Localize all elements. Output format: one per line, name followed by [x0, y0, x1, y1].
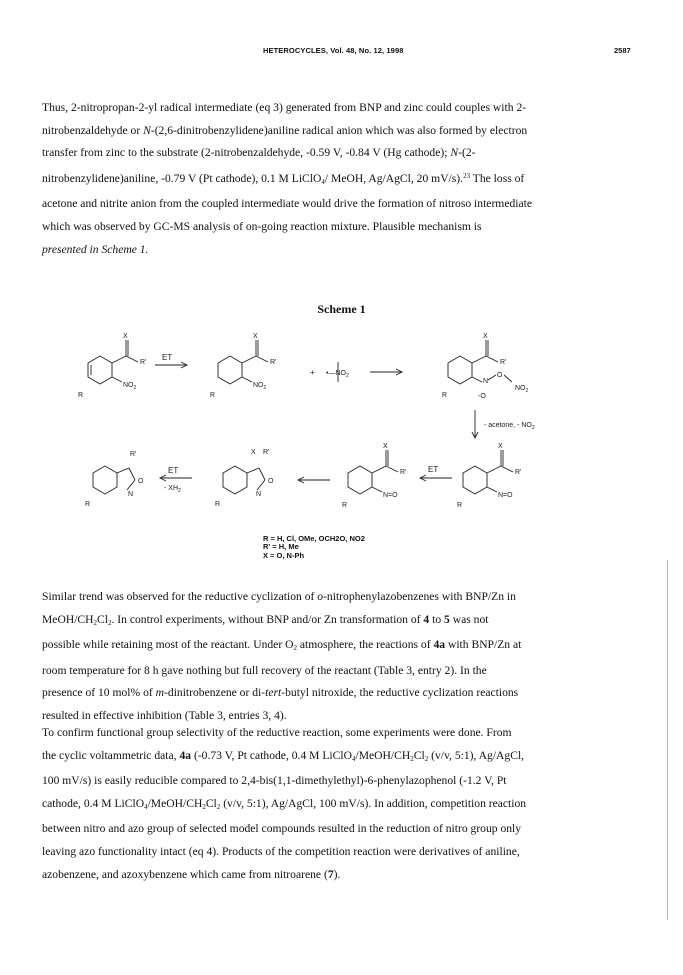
text-line: MeOH/$CH_2Cl_2$. In control experiments, without BNP and/or Zn transformation of 4 to 5 was not [42, 612, 489, 627]
label-x: X [383, 443, 388, 450]
label-r-prime: R' [515, 469, 522, 476]
nitropropyl-radical: $•—NO_2$ [326, 370, 349, 379]
text-line: the cyclic voltammetric data, 4a (-0.73 V, Pt cathode, 0.4 M $LiClO_4/MeOH/CH_2Cl_2$ (v/v, 5:1), Ag/AgCl, [42, 748, 525, 763]
label-et-3: ET [428, 465, 439, 474]
text-line: cathode, 0.4 M $LiClO_4/MeOH/CH_2Cl_2$ (v/v, 5:1), Ag/AgCl, 100 mV/s). In addition, competition reaction [42, 796, 527, 811]
label-r: R [342, 502, 348, 509]
text-line: nitrobenzaldehyde or N-(2,6-dinitrobenzylidene)aniline radical anion which was also formed by electron [42, 123, 528, 137]
text-line: To confirm functional group selectivity of the reductive reaction, some experiments were done. From [42, 726, 512, 739]
label-no2: $NO_2$ [515, 385, 529, 394]
text-line: possible while retaining most of the reactant. Under $O_2$ atmosphere, the reactions of 4a with BNP/Zn at [42, 638, 522, 653]
scheme-title: Scheme 1 [317, 302, 366, 316]
text-line: which was observed by GC-MS analysis of on-going reaction mixture. Plausible mechanism is [42, 219, 482, 233]
text-line: presence of 10 mol% of m-dinitrobenzene or di-tert-butyl nitroxide, the reductive cyclization reactions [42, 686, 519, 700]
text-line: azobenzene, and azoxybenzene which came from nitroarene (7). [42, 867, 341, 881]
structure-nitroso-anion [348, 450, 398, 494]
label-x: X [498, 443, 503, 450]
text-line: 100 mV/s) is easily reducible compared to 2,4-bis(1,1-dimethylethyl)-6-phenylazophenol (-1.2 V, Pt [42, 774, 507, 788]
text-line: Similar trend was observed for the reductive cyclization of o-nitrophenylazobenzenes with BNP/Zn in [42, 590, 516, 603]
legend-r: R = H, Cl, OMe, OCH2O, NO2 [263, 534, 365, 543]
label-r-prime: R' [263, 449, 270, 456]
structure-cyclized [223, 466, 265, 494]
elimination-label: - $XH_2$ [164, 485, 181, 494]
label-n: N [256, 491, 262, 498]
paragraph-control-experiments [42, 586, 645, 728]
label-n: N [483, 378, 489, 385]
label-no2-anion: $NO_2$ [253, 382, 267, 391]
structure-benzisoxazole [93, 466, 135, 494]
label-no2: $NO_2$ [123, 382, 137, 391]
text-line: room temperature for 8 h gave nothing but full recovery of the reactant (Table 3, entry 2). In the [42, 663, 487, 677]
structure-nitroarene [88, 340, 138, 384]
label-no: N=O [383, 492, 398, 499]
label-et-1: ET [162, 353, 173, 362]
label-et-2: ET [168, 466, 179, 475]
label-minus-o: -O [478, 393, 486, 400]
label-r: R [78, 392, 84, 399]
text-line: nitrobenzylidene)aniline, -0.79 V (Pt cathode), 0.1 M LiClO$_4$/ MeOH, Ag/AgCl, 20 mV/s).$^{23}$ The loss of [42, 171, 525, 186]
label-o: O [138, 478, 144, 485]
label-r: R [215, 501, 221, 508]
text-line: resulted in effective inhibition (Table 3, entries 3, 4). [42, 708, 287, 722]
label-r: R [210, 392, 216, 399]
label-x: X [251, 449, 256, 456]
text-line: transfer from zinc to the substrate (2-nitrobenzaldehyde, -0.59 V, -0.84 V (Hg cathode); N-(2- [42, 146, 476, 160]
label-o: O [268, 478, 274, 485]
legend-x: X = O, N-Ph [263, 550, 305, 560]
label-r-prime: R' [130, 451, 137, 458]
text-line: Thus, 2-nitropropan-2-yl radical intermediate (eq 3) generated from BNP and zinc could couples with 2- [42, 101, 527, 114]
text-line: acetone and nitrite anion from the coupled intermediate would drive the formation of nitroso intermediate [42, 197, 532, 211]
reaction-scheme [60, 330, 620, 530]
label-r-prime: R' [500, 359, 507, 366]
label-r-prime: R' [400, 469, 407, 476]
legend-r-prime: R' = H, Me [263, 542, 299, 552]
label-o: O [497, 372, 503, 379]
reference-marker: 23 [463, 171, 471, 180]
margin-rule [667, 560, 668, 920]
side-condition: - acetone, - $NO_2$ [484, 422, 535, 431]
plus-sign: + [310, 368, 315, 377]
paragraph-mechanism [42, 97, 645, 261]
label-x: X [123, 333, 128, 340]
label-no: N=O [498, 492, 513, 499]
label-r: R [457, 502, 463, 509]
paragraph-selectivity [42, 722, 645, 886]
text-line: between nitro and azo group of selected model compounds resulted in the reduction of nitro group only [42, 822, 522, 836]
text-line: leaving azo functionality intact (eq 4). Products of the competition reaction were derivatives of aniline, [42, 844, 520, 858]
label-x: X [483, 333, 488, 340]
label-x: X [253, 333, 258, 340]
label-r-prime: R' [140, 359, 147, 366]
label-n: N [128, 491, 134, 498]
text-line: presented in Scheme 1. [42, 242, 149, 256]
label-r: R [442, 392, 448, 399]
structure-radical-anion [218, 340, 268, 384]
label-r: R [85, 501, 91, 508]
page-number: 2587 [614, 46, 631, 55]
structure-nitroso [463, 450, 513, 494]
journal-citation: HETEROCYCLES, Vol. 48, No. 12, 1998 [263, 46, 404, 55]
label-r-prime: R' [270, 359, 277, 366]
scheme-legend [263, 535, 365, 560]
